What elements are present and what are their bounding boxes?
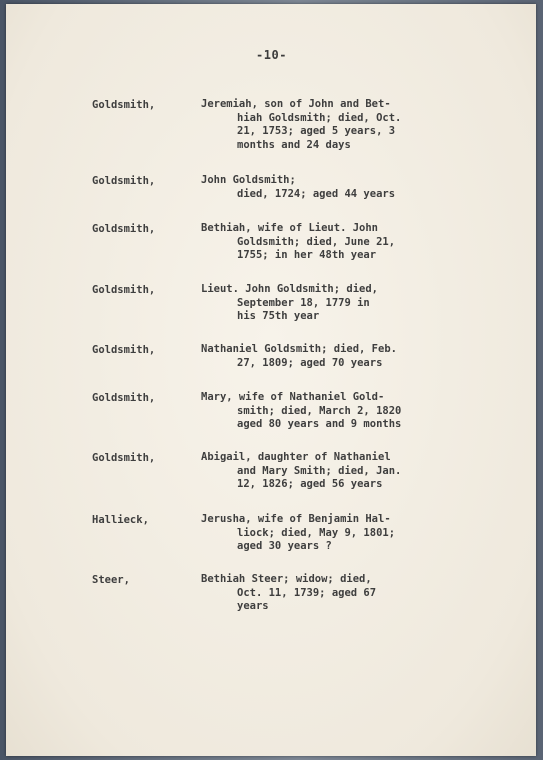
record-surname: Goldsmith, [92, 344, 156, 356]
record-surname: Goldsmith, [92, 175, 156, 187]
record-text [201, 451, 401, 492]
page-number: -10- [256, 48, 287, 62]
record-line: 1755; in her 48th year [237, 249, 377, 261]
record-line: liock; died, May 9, 1801; [237, 526, 396, 539]
record-surname: Hallieck, [92, 514, 149, 526]
record-line: died, 1724; aged 44 years [237, 187, 396, 200]
record-text [201, 573, 376, 614]
record-surname: Goldsmith, [92, 392, 156, 404]
record-line: Jeremiah, son of John and Bet- [201, 98, 391, 110]
record-line: and Mary Smith; died, Jan. [237, 464, 402, 477]
record-line: Mary, wife of Nathaniel Gold- [201, 391, 385, 403]
record-text [201, 283, 378, 324]
record-surname: Goldsmith, [92, 223, 156, 235]
record-line: years [237, 600, 269, 612]
record-text [201, 174, 395, 201]
record-text [201, 98, 401, 152]
record-line: Bethiah, wife of Lieut. John [201, 222, 379, 234]
record-line: Lieut. John Goldsmith; died, [201, 283, 379, 295]
record-text [201, 343, 397, 370]
record-surname: Steer, [92, 574, 130, 586]
record-line: aged 30 years ? [237, 540, 332, 552]
record-line: Bethiah Steer; widow; died, [201, 573, 372, 585]
record-line: Jerusha, wife of Benjamin Hal- [201, 513, 391, 525]
record-text [201, 513, 395, 554]
record-line: 21, 1753; aged 5 years, 3 [237, 125, 396, 137]
record-line: Oct. 11, 1739; aged 67 [237, 586, 377, 599]
record-line: months and 24 days [237, 138, 351, 151]
record-text [201, 391, 401, 432]
record-surname: Goldsmith, [92, 284, 156, 296]
record-line: Nathaniel Goldsmith; died, Feb. [201, 343, 397, 355]
record-text [201, 222, 395, 263]
record-line: 12, 1826; aged 56 years [237, 478, 383, 490]
record-line: 27, 1809; aged 70 years [237, 356, 383, 369]
record-line: John Goldsmith; [201, 174, 296, 186]
record-line: Abigail, daughter of Nathaniel [201, 451, 391, 463]
record-line: aged 80 years and 9 months [237, 418, 402, 430]
record-surname: Goldsmith, [92, 452, 156, 464]
record-line: hiah Goldsmith; died, Oct. [237, 111, 402, 124]
record-line: smith; died, March 2, 1820 [237, 404, 402, 417]
record-line: Goldsmith; died, June 21, [237, 235, 396, 248]
record-surname: Goldsmith, [92, 99, 156, 111]
record-line: his 75th year [237, 310, 320, 322]
record-line: September 18, 1779 in [237, 296, 370, 309]
